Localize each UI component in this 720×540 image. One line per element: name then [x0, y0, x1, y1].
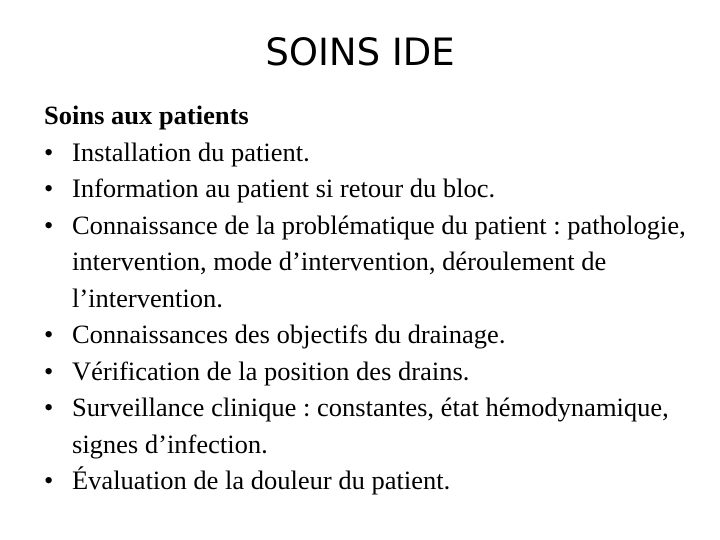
bullet-icon: • — [44, 392, 54, 422]
section-heading: Soins aux patients — [44, 100, 249, 130]
slide-body — [44, 97, 694, 499]
list-item — [44, 134, 694, 171]
list-item-text: Surveillance clinique : constantes, état hémodynamique, signes d’infection. — [72, 392, 669, 459]
list-item — [44, 170, 694, 207]
bullet-icon: • — [44, 136, 54, 167]
bullet-icon: • — [44, 355, 54, 386]
list-item — [44, 389, 694, 462]
slide-title: SOINS IDE — [265, 31, 455, 74]
bullet-icon: • — [44, 209, 54, 240]
bullet-icon: • — [44, 319, 54, 349]
list-item — [44, 353, 694, 390]
bullet-icon: • — [44, 173, 54, 203]
list-item — [44, 207, 694, 317]
list-item-text: Connaissances des objectifs du drainage. — [72, 319, 506, 349]
bullet-icon: • — [44, 465, 54, 495]
list-item — [44, 316, 694, 353]
list-item-text: Connaissance de la problématique du patient : pathologie, intervention, mode d’intervention, déroulement de l’intervention. — [72, 209, 686, 313]
list-item-text: Vérification de la position des drains. — [72, 355, 470, 386]
list-item-text: Installation du patient. — [72, 136, 310, 167]
list-item-text: Évaluation de la douleur du patient. — [72, 465, 451, 495]
list-item — [44, 462, 694, 499]
bullet-list — [44, 134, 694, 499]
list-item-text: Information au patient si retour du bloc. — [72, 173, 496, 203]
